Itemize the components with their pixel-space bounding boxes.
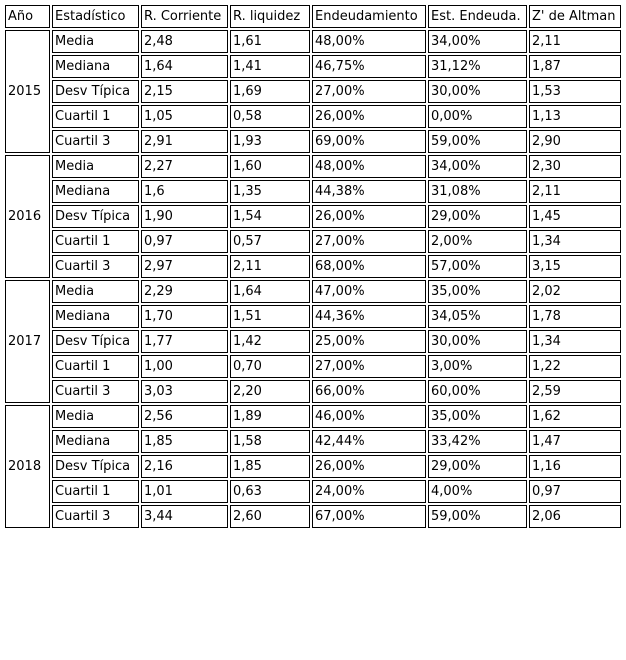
liquidity-ratio-cell: 1,58	[230, 430, 310, 453]
statistics-table	[3, 3, 623, 530]
liquidity-ratio-cell: 1,93	[230, 130, 310, 153]
table-row	[5, 55, 621, 78]
indebtedness-cell: 26,00%	[312, 105, 426, 128]
debt-structure-cell: 59,00%	[428, 130, 527, 153]
debt-structure-cell: 60,00%	[428, 380, 527, 403]
debt-structure-cell: 0,00%	[428, 105, 527, 128]
liquidity-ratio-cell: 1,42	[230, 330, 310, 353]
table-body	[5, 30, 621, 528]
current-ratio-cell: 2,48	[141, 30, 228, 53]
liquidity-ratio-cell: 0,58	[230, 105, 310, 128]
current-ratio-cell: 2,97	[141, 255, 228, 278]
altman-z-cell: 3,15	[529, 255, 621, 278]
liquidity-ratio-cell: 1,54	[230, 205, 310, 228]
header-debt-structure: Est. Endeuda.	[428, 5, 527, 28]
liquidity-ratio-cell: 1,69	[230, 80, 310, 103]
header-liquidity-ratio: R. liquidez	[230, 5, 310, 28]
altman-z-cell: 1,45	[529, 205, 621, 228]
table-row	[5, 105, 621, 128]
debt-structure-cell: 57,00%	[428, 255, 527, 278]
indebtedness-cell: 66,00%	[312, 380, 426, 403]
indebtedness-cell: 48,00%	[312, 155, 426, 178]
table-row	[5, 480, 621, 503]
altman-z-cell: 2,90	[529, 130, 621, 153]
year-cell: 2016	[5, 155, 50, 278]
table-row	[5, 280, 621, 303]
altman-z-cell: 1,47	[529, 430, 621, 453]
current-ratio-cell: 1,64	[141, 55, 228, 78]
debt-structure-cell: 29,00%	[428, 205, 527, 228]
current-ratio-cell: 2,16	[141, 455, 228, 478]
liquidity-ratio-cell: 1,51	[230, 305, 310, 328]
current-ratio-cell: 1,90	[141, 205, 228, 228]
altman-z-cell: 1,16	[529, 455, 621, 478]
debt-structure-cell: 35,00%	[428, 405, 527, 428]
table-row	[5, 380, 621, 403]
altman-z-cell: 1,34	[529, 330, 621, 353]
debt-structure-cell: 34,00%	[428, 155, 527, 178]
debt-structure-cell: 30,00%	[428, 330, 527, 353]
current-ratio-cell: 2,15	[141, 80, 228, 103]
statistic-cell: Media	[52, 30, 139, 53]
current-ratio-cell: 2,29	[141, 280, 228, 303]
liquidity-ratio-cell: 1,85	[230, 455, 310, 478]
table-row	[5, 455, 621, 478]
indebtedness-cell: 42,44%	[312, 430, 426, 453]
header-altman-z: Z' de Altman	[529, 5, 621, 28]
indebtedness-cell: 27,00%	[312, 355, 426, 378]
table-row	[5, 330, 621, 353]
debt-structure-cell: 29,00%	[428, 455, 527, 478]
table-row	[5, 180, 621, 203]
liquidity-ratio-cell: 2,20	[230, 380, 310, 403]
indebtedness-cell: 44,36%	[312, 305, 426, 328]
table-row	[5, 430, 621, 453]
liquidity-ratio-cell: 0,63	[230, 480, 310, 503]
current-ratio-cell: 1,85	[141, 430, 228, 453]
altman-z-cell: 1,87	[529, 55, 621, 78]
indebtedness-cell: 69,00%	[312, 130, 426, 153]
header-statistic: Estadístico	[52, 5, 139, 28]
year-cell: 2015	[5, 30, 50, 153]
altman-z-cell: 1,62	[529, 405, 621, 428]
altman-z-cell: 2,06	[529, 505, 621, 528]
indebtedness-cell: 44,38%	[312, 180, 426, 203]
table-row	[5, 80, 621, 103]
statistic-cell: Cuartil 3	[52, 255, 139, 278]
liquidity-ratio-cell: 1,89	[230, 405, 310, 428]
table-row	[5, 505, 621, 528]
altman-z-cell: 1,53	[529, 80, 621, 103]
current-ratio-cell: 2,91	[141, 130, 228, 153]
altman-z-cell: 0,97	[529, 480, 621, 503]
indebtedness-cell: 27,00%	[312, 230, 426, 253]
header-indebtedness: Endeudamiento	[312, 5, 426, 28]
indebtedness-cell: 26,00%	[312, 205, 426, 228]
altman-z-cell: 2,59	[529, 380, 621, 403]
year-cell: 2017	[5, 280, 50, 403]
debt-structure-cell: 35,00%	[428, 280, 527, 303]
liquidity-ratio-cell: 1,35	[230, 180, 310, 203]
debt-structure-cell: 2,00%	[428, 230, 527, 253]
altman-z-cell: 1,13	[529, 105, 621, 128]
debt-structure-cell: 59,00%	[428, 505, 527, 528]
current-ratio-cell: 1,77	[141, 330, 228, 353]
liquidity-ratio-cell: 1,60	[230, 155, 310, 178]
current-ratio-cell: 1,05	[141, 105, 228, 128]
statistic-cell: Cuartil 1	[52, 355, 139, 378]
current-ratio-cell: 1,01	[141, 480, 228, 503]
table-row	[5, 355, 621, 378]
statistic-cell: Mediana	[52, 55, 139, 78]
liquidity-ratio-cell: 2,60	[230, 505, 310, 528]
liquidity-ratio-cell: 0,70	[230, 355, 310, 378]
debt-structure-cell: 31,12%	[428, 55, 527, 78]
current-ratio-cell: 2,27	[141, 155, 228, 178]
statistic-cell: Desv Típica	[52, 205, 139, 228]
statistic-cell: Mediana	[52, 305, 139, 328]
header-row	[5, 5, 621, 28]
debt-structure-cell: 34,05%	[428, 305, 527, 328]
statistic-cell: Mediana	[52, 430, 139, 453]
current-ratio-cell: 1,70	[141, 305, 228, 328]
table-row	[5, 30, 621, 53]
liquidity-ratio-cell: 1,61	[230, 30, 310, 53]
indebtedness-cell: 68,00%	[312, 255, 426, 278]
header-current-ratio: R. Corriente	[141, 5, 228, 28]
liquidity-ratio-cell: 0,57	[230, 230, 310, 253]
altman-z-cell: 1,22	[529, 355, 621, 378]
statistic-cell: Desv Típica	[52, 80, 139, 103]
header-year: Año	[5, 5, 50, 28]
debt-structure-cell: 30,00%	[428, 80, 527, 103]
altman-z-cell: 2,02	[529, 280, 621, 303]
statistic-cell: Desv Típica	[52, 330, 139, 353]
current-ratio-cell: 1,6	[141, 180, 228, 203]
statistic-cell: Cuartil 3	[52, 505, 139, 528]
statistic-cell: Cuartil 1	[52, 230, 139, 253]
liquidity-ratio-cell: 1,41	[230, 55, 310, 78]
statistic-cell: Desv Típica	[52, 455, 139, 478]
altman-z-cell: 2,11	[529, 30, 621, 53]
current-ratio-cell: 0,97	[141, 230, 228, 253]
current-ratio-cell: 1,00	[141, 355, 228, 378]
statistic-cell: Media	[52, 405, 139, 428]
indebtedness-cell: 27,00%	[312, 80, 426, 103]
debt-structure-cell: 34,00%	[428, 30, 527, 53]
indebtedness-cell: 26,00%	[312, 455, 426, 478]
debt-structure-cell: 4,00%	[428, 480, 527, 503]
debt-structure-cell: 3,00%	[428, 355, 527, 378]
altman-z-cell: 2,11	[529, 180, 621, 203]
table-row	[5, 205, 621, 228]
altman-z-cell: 2,30	[529, 155, 621, 178]
indebtedness-cell: 47,00%	[312, 280, 426, 303]
statistic-cell: Cuartil 3	[52, 380, 139, 403]
indebtedness-cell: 46,75%	[312, 55, 426, 78]
altman-z-cell: 1,78	[529, 305, 621, 328]
current-ratio-cell: 3,03	[141, 380, 228, 403]
indebtedness-cell: 46,00%	[312, 405, 426, 428]
liquidity-ratio-cell: 1,64	[230, 280, 310, 303]
indebtedness-cell: 25,00%	[312, 330, 426, 353]
table-row	[5, 255, 621, 278]
statistic-cell: Cuartil 1	[52, 105, 139, 128]
debt-structure-cell: 31,08%	[428, 180, 527, 203]
table-row	[5, 155, 621, 178]
table-row	[5, 230, 621, 253]
debt-structure-cell: 33,42%	[428, 430, 527, 453]
indebtedness-cell: 48,00%	[312, 30, 426, 53]
statistic-cell: Mediana	[52, 180, 139, 203]
table-row	[5, 130, 621, 153]
year-cell: 2018	[5, 405, 50, 528]
liquidity-ratio-cell: 2,11	[230, 255, 310, 278]
altman-z-cell: 1,34	[529, 230, 621, 253]
indebtedness-cell: 24,00%	[312, 480, 426, 503]
statistic-cell: Cuartil 1	[52, 480, 139, 503]
statistic-cell: Media	[52, 280, 139, 303]
indebtedness-cell: 67,00%	[312, 505, 426, 528]
statistic-cell: Media	[52, 155, 139, 178]
table-row	[5, 405, 621, 428]
current-ratio-cell: 3,44	[141, 505, 228, 528]
current-ratio-cell: 2,56	[141, 405, 228, 428]
table-row	[5, 305, 621, 328]
statistic-cell: Cuartil 3	[52, 130, 139, 153]
